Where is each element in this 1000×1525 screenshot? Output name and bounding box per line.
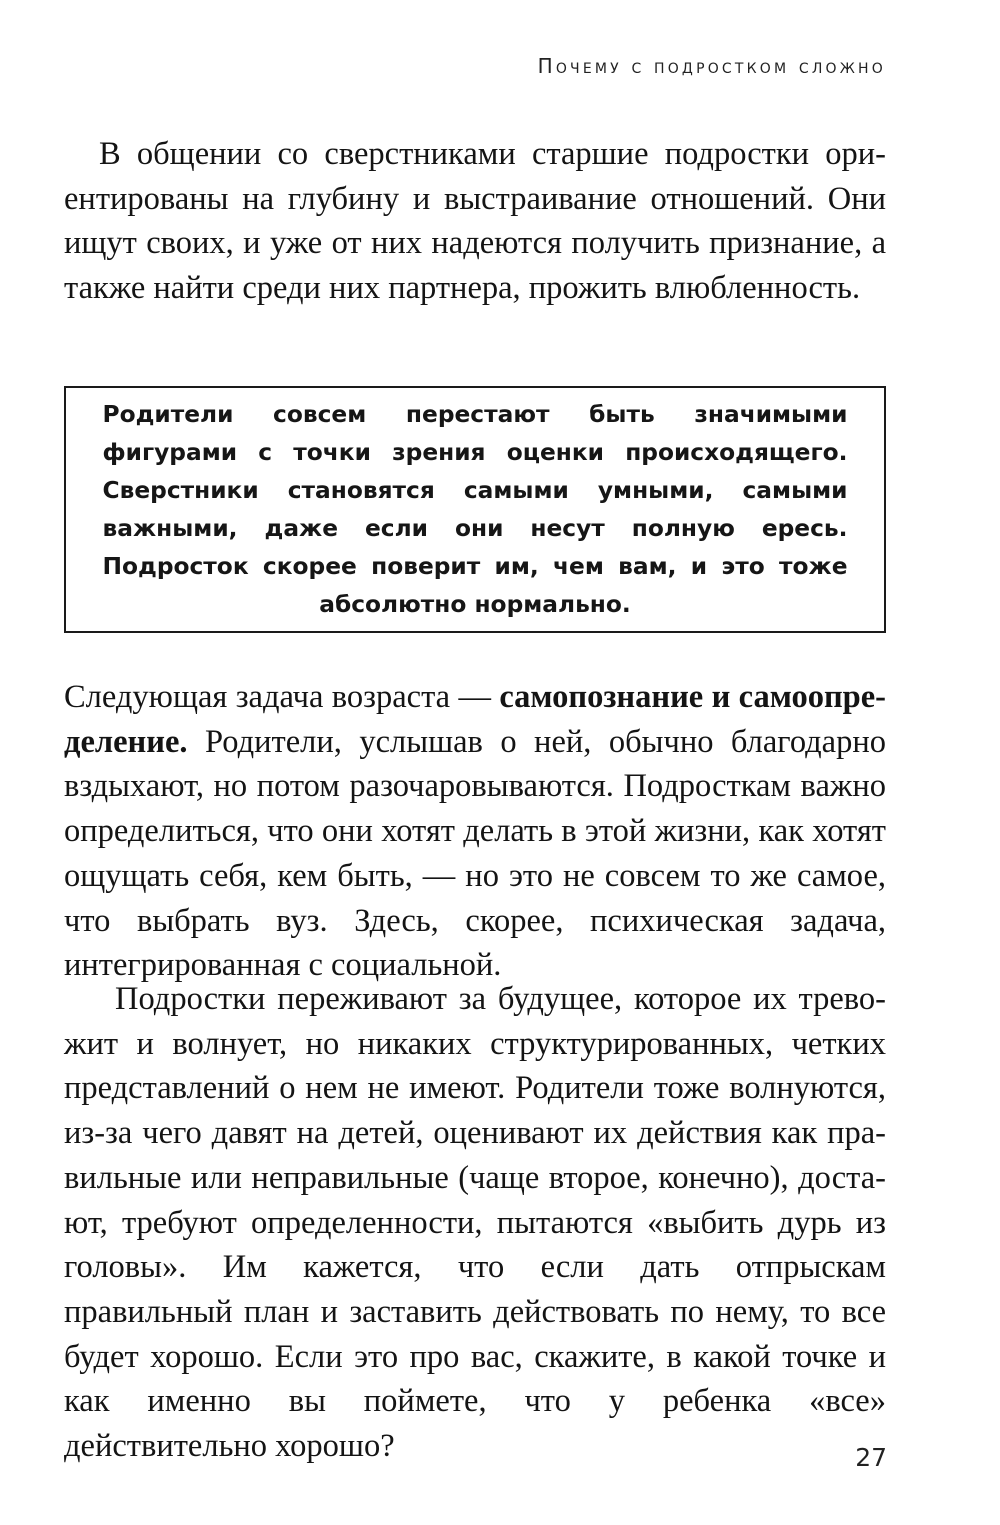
body-paragraph-future: Подростки переживают за будущее, которое их тревожит и волнует, но никаких структурированных, четких представлений о нем не имеют. Родители тоже волнуются, из-за чего давят на детей, оценивают их действия как правильные или неправильные (чаще второе, конечно), достают, требуют определенности, пытаются «выбить дурь из головы». Им кажется, что если дать отпрыскам правильный план и заставить действовать по нему, то все будет хорошо. Если это про вас, скажите, в какой точке и как именно вы поймете, что у ребенка «все» действительно хорошо? xyxy=(64,981,886,1465)
body-paragraph-self-determination xyxy=(64,675,886,988)
callout-text: Родители совсем перестают быть значимыми фигурами с точки зрения оценки происходящего. Сверстники становятся самыми умными, самыми важными, даже если они несут полную ересь. Подросток скорее поверит им, чем вам, и это тоже абсолютно нормально. xyxy=(102,400,848,618)
body-paragraph-peers: В общении со сверстниками старшие подростки ориентированы на глубину и выстраивание отношений. Они ищут своих, и уже от них надеются получить признание, а также найти среди них партнера, прожить влюбленность. xyxy=(64,136,886,307)
paragraph-lead-in: Следующая задача возраста — xyxy=(64,679,500,715)
page-number: 27 xyxy=(855,1443,887,1472)
paragraph-continuation: Родители, услышав о ней, обычно благодарно вздыхают, но потом разочаровываются. Подросткам важно определиться, что они хотят делать в этой жизни, как хотят ощущать себя, кем быть, — но это не совсем то же самое, что выбрать вуз. Здесь, скорее, психическая задача, интегрированная с социальной. xyxy=(64,723,886,984)
emphasis-term: самопознание и самоопределение. xyxy=(64,679,886,760)
callout-box xyxy=(64,386,886,633)
running-header: Почему с подростком сложно xyxy=(537,54,886,78)
